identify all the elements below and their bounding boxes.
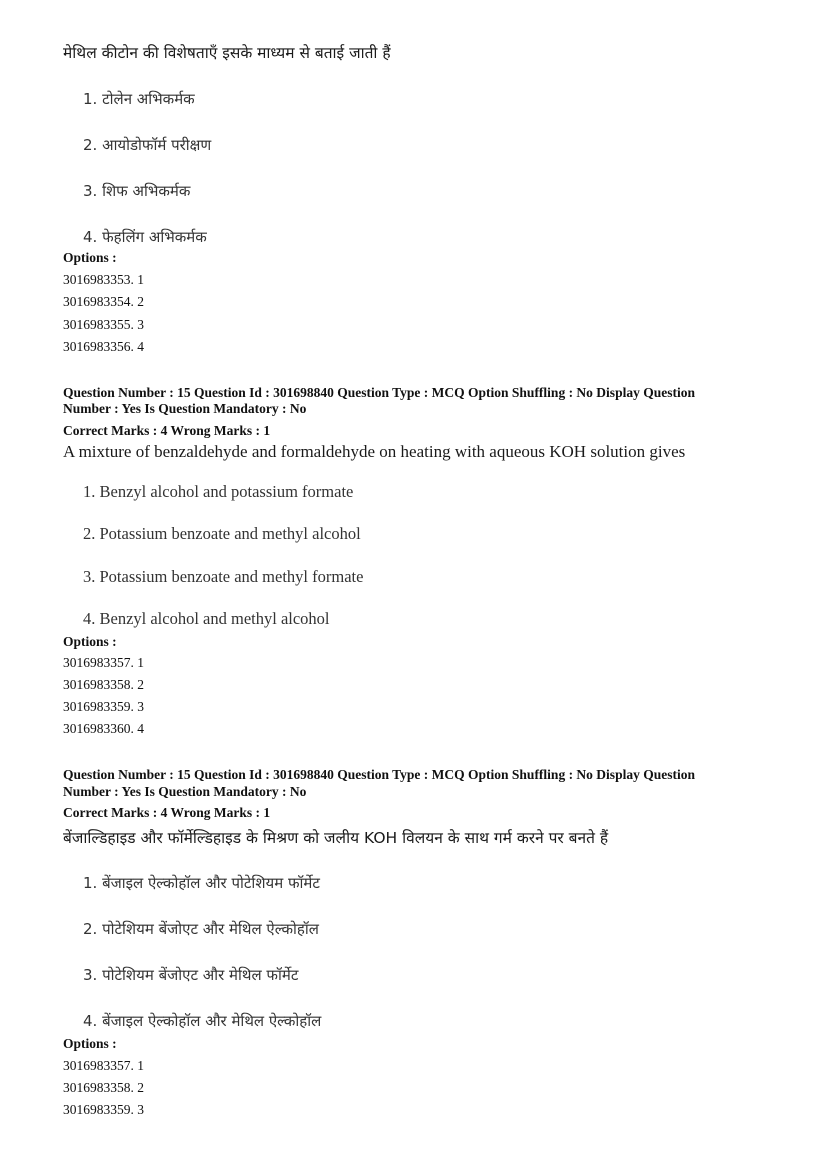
question-meta: Question Number : 15 Question Id : 301698840 Question Type : MCQ Option Shuffling : No Display Question <box>63 385 695 400</box>
question-meta: Question Number : 15 Question Id : 301698840 Question Type : MCQ Option Shuffling : No Display Question <box>63 767 695 782</box>
choice-item: 3. शिफ अभिकर्मक <box>83 182 191 200</box>
option-id: 3016983357. 1 <box>63 1058 144 1073</box>
option-id: 3016983357. 1 <box>63 655 144 670</box>
choice-item: 2. Potassium benzoate and methyl alcohol <box>83 524 361 543</box>
question-marks: Correct Marks : 4 Wrong Marks : 1 <box>63 805 271 820</box>
question-text: मेथिल कीटोन की विशेषताएँ इसके माध्यम से बताई जाती हैं <box>63 44 391 62</box>
choice-item: 1. Benzyl alcohol and potassium formate <box>83 482 354 501</box>
options-label: Options : <box>63 634 117 649</box>
question-marks: Correct Marks : 4 Wrong Marks : 1 <box>63 423 271 438</box>
option-id: 3016983359. 3 <box>63 1102 144 1117</box>
choice-item: 1. बेंजाइल ऐल्कोहॉल और पोटेशियम फॉर्मेट <box>83 874 320 892</box>
option-id: 3016983359. 3 <box>63 699 144 714</box>
choice-item: 2. आयोडोफॉर्म परीक्षण <box>83 136 212 154</box>
options-label: Options : <box>63 1036 117 1051</box>
option-id: 3016983360. 4 <box>63 721 144 736</box>
question-text: A mixture of benzaldehyde and formaldehyde on heating with aqueous KOH solution gives <box>63 442 686 461</box>
choice-item: 4. Benzyl alcohol and methyl alcohol <box>83 609 330 628</box>
options-label: Options : <box>63 250 117 265</box>
option-id: 3016983355. 3 <box>63 317 144 332</box>
question-meta: Number : Yes Is Question Mandatory : No <box>63 401 307 416</box>
choice-item: 4. बेंजाइल ऐल्कोहॉल और मेथिल ऐल्कोहॉल <box>83 1012 322 1030</box>
choice-item: 2. पोटेशियम बेंजोएट और मेथिल ऐल्कोहॉल <box>83 920 319 938</box>
option-id: 3016983358. 2 <box>63 1080 144 1095</box>
question-text: बेंजाल्डिहाइड और फॉर्मेल्डिहाइड के मिश्रण को जलीय KOH विलयन के साथ गर्म करने पर बनते हैं <box>63 829 609 847</box>
option-id: 3016983358. 2 <box>63 677 144 692</box>
option-id: 3016983354. 2 <box>63 294 144 309</box>
choice-item: 3. Potassium benzoate and methyl formate <box>83 567 364 586</box>
option-id: 3016983356. 4 <box>63 339 144 354</box>
choice-item: 1. टोलेन अभिकर्मक <box>83 90 195 108</box>
choice-item: 4. फेहलिंग अभिकर्मक <box>83 228 207 246</box>
choice-item: 3. पोटेशियम बेंजोएट और मेथिल फॉर्मेट <box>83 966 299 984</box>
option-id: 3016983353. 1 <box>63 272 144 287</box>
question-meta: Number : Yes Is Question Mandatory : No <box>63 784 307 799</box>
